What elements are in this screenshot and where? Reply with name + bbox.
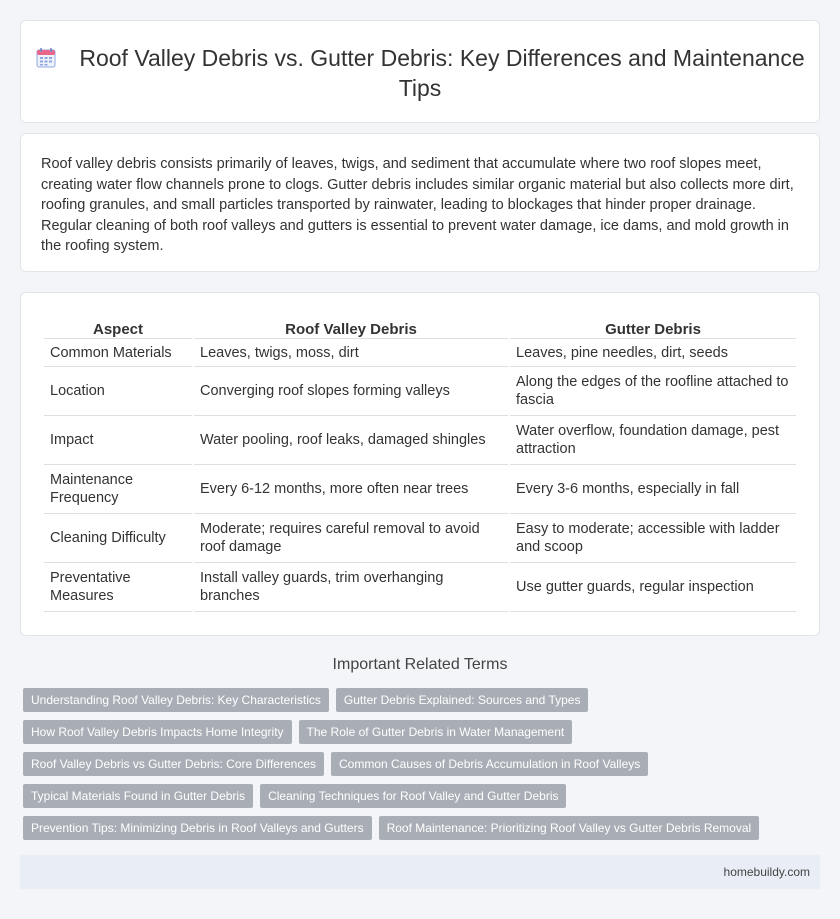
- table-cell-aspect: Impact: [44, 416, 192, 465]
- table-row: [44, 416, 796, 465]
- page-title: Roof Valley Debris vs. Gutter Debris: Key Differences and Maintenance Tips: [79, 45, 805, 101]
- table-row: [44, 367, 796, 416]
- related-term-tag[interactable]: Understanding Roof Valley Debris: Key Characteristics: [23, 688, 329, 712]
- related-term-tag[interactable]: Prevention Tips: Minimizing Debris in Roof Valleys and Gutters: [23, 816, 372, 840]
- table-cell-aspect: Preventative Measures: [44, 563, 192, 612]
- comparison-table-card: [20, 292, 820, 636]
- table-cell-roof-valley: Moderate; requires careful removal to avoid roof damage: [194, 514, 508, 563]
- table-cell-roof-valley: Install valley guards, trim overhanging branches: [194, 563, 508, 612]
- related-term-tag[interactable]: Cleaning Techniques for Roof Valley and Gutter Debris: [260, 784, 566, 808]
- table-header-row: [44, 313, 796, 339]
- column-header-roof-valley: Roof Valley Debris: [194, 313, 508, 339]
- table-cell-aspect: Maintenance Frequency: [44, 465, 192, 514]
- footer-bar: [20, 855, 820, 889]
- table-cell-roof-valley: Leaves, twigs, moss, dirt: [194, 339, 508, 367]
- table-row: [44, 514, 796, 563]
- table-row: [44, 339, 796, 367]
- column-header-gutter: Gutter Debris: [510, 313, 796, 339]
- related-term-tag[interactable]: Roof Maintenance: Prioritizing Roof Valley vs Gutter Debris Removal: [379, 816, 760, 840]
- table-cell-roof-valley: Every 6-12 months, more often near trees: [194, 465, 508, 514]
- related-term-tag[interactable]: Common Causes of Debris Accumulation in Roof Valleys: [331, 752, 648, 776]
- related-term-tag[interactable]: Roof Valley Debris vs Gutter Debris: Core Differences: [23, 752, 324, 776]
- table-cell-aspect: Common Materials: [44, 339, 192, 367]
- table-cell-aspect: Location: [44, 367, 192, 416]
- calendar-icon: [35, 46, 57, 68]
- related-terms-list: [23, 688, 823, 848]
- intro-card: [20, 133, 820, 272]
- table-cell-roof-valley: Converging roof slopes forming valleys: [194, 367, 508, 416]
- related-term-tag[interactable]: How Roof Valley Debris Impacts Home Integrity: [23, 720, 292, 744]
- table-cell-gutter: Along the edges of the roofline attached to fascia: [510, 367, 796, 416]
- related-term-tag[interactable]: The Role of Gutter Debris in Water Management: [299, 720, 573, 744]
- column-header-aspect: Aspect: [44, 313, 192, 339]
- table-cell-aspect: Cleaning Difficulty: [44, 514, 192, 563]
- related-terms-heading: Important Related Terms: [332, 656, 508, 673]
- header-card: [20, 20, 820, 123]
- table-cell-roof-valley: Water pooling, roof leaks, damaged shingles: [194, 416, 508, 465]
- table-cell-gutter: Leaves, pine needles, dirt, seeds: [510, 339, 796, 367]
- related-term-tag[interactable]: Typical Materials Found in Gutter Debris: [23, 784, 253, 808]
- page-title-wrap: [21, 43, 819, 103]
- table-cell-gutter: Every 3-6 months, especially in fall: [510, 465, 796, 514]
- footer-site-link[interactable]: homebuildy.com: [723, 865, 810, 879]
- table-row: [44, 465, 796, 514]
- table-cell-gutter: Water overflow, foundation damage, pest attraction: [510, 416, 796, 465]
- table-cell-gutter: Use gutter guards, regular inspection: [510, 563, 796, 612]
- table-cell-gutter: Easy to moderate; accessible with ladder and scoop: [510, 514, 796, 563]
- related-term-tag[interactable]: Gutter Debris Explained: Sources and Types: [336, 688, 589, 712]
- comparison-table: [42, 313, 798, 612]
- table-row: [44, 563, 796, 612]
- intro-paragraph: Roof valley debris consists primarily of leaves, twigs, and sediment that accumulate where two roof slopes meet, creating water flow channels prone to clogs. Gutter debris includes similar organic material but also collects more dirt, roofing granules, and small particles transported by rainwater, leading to blockages that hinder proper drainage. Regular cleaning of both roof valleys and gutters is essential to prevent water damage, ice dams, and mold growth in the roofing system.: [41, 156, 794, 254]
